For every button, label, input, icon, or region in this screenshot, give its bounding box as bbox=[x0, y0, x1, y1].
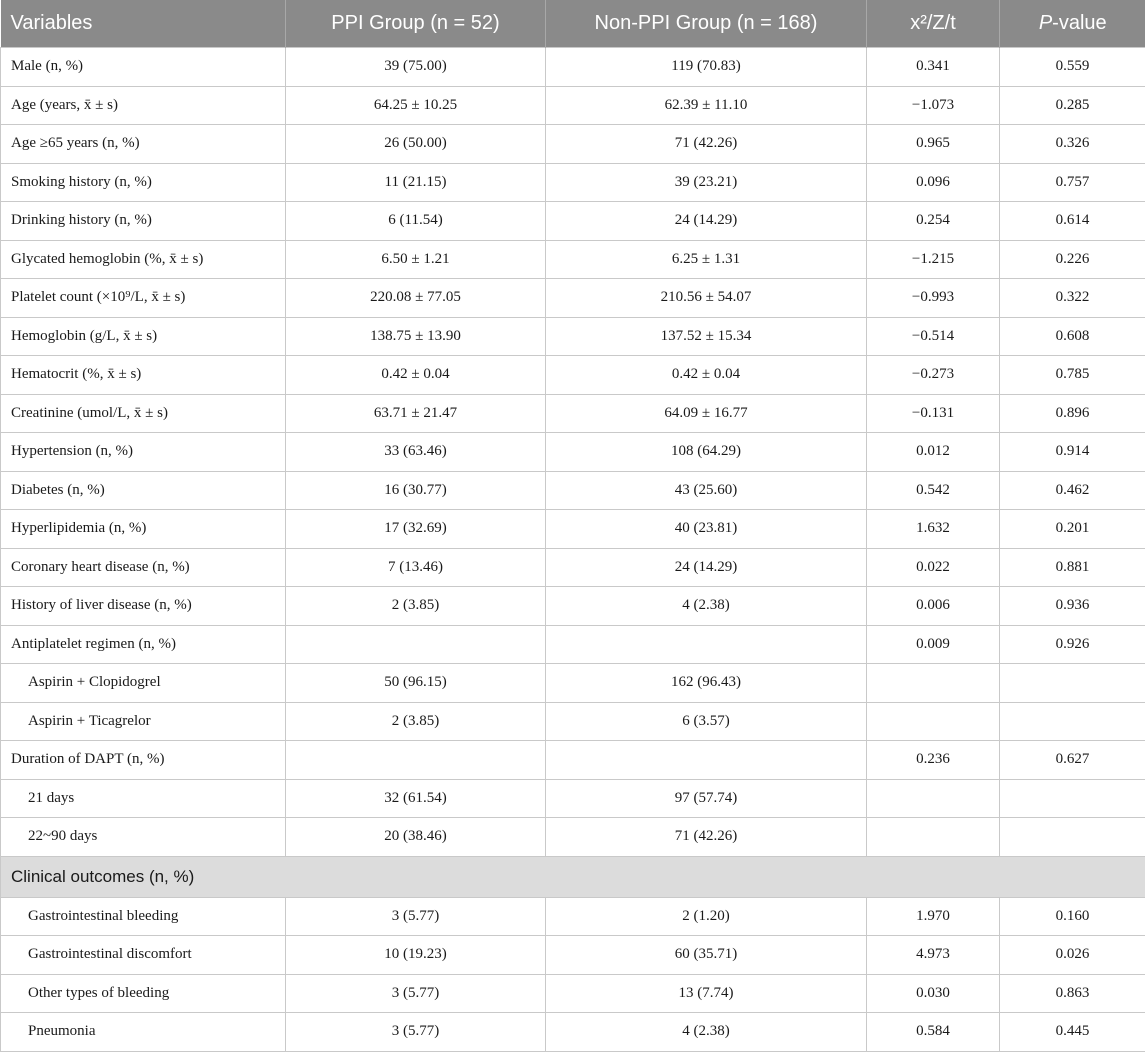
non-ppi-value: 6.25 ± 1.31 bbox=[546, 240, 867, 279]
table-row bbox=[1, 279, 1145, 318]
header-variables: Variables bbox=[1, 0, 286, 48]
header-test-statistic: x²/Z/t bbox=[867, 0, 1000, 48]
ppi-value: 6.50 ± 1.21 bbox=[286, 240, 546, 279]
row-label: Glycated hemoglobin (%, x̄ ± s) bbox=[1, 240, 286, 279]
test-statistic: 0.254 bbox=[867, 202, 1000, 241]
ppi-value: 2 (3.85) bbox=[286, 702, 546, 741]
ppi-value: 17 (32.69) bbox=[286, 510, 546, 549]
ppi-value: 138.75 ± 13.90 bbox=[286, 317, 546, 356]
non-ppi-value: 40 (23.81) bbox=[546, 510, 867, 549]
p-value bbox=[1000, 818, 1145, 857]
ppi-value: 3 (5.77) bbox=[286, 1013, 546, 1052]
row-label: Smoking history (n, %) bbox=[1, 163, 286, 202]
table-row bbox=[1, 510, 1145, 549]
test-statistic: 0.012 bbox=[867, 433, 1000, 472]
non-ppi-value: 97 (57.74) bbox=[546, 779, 867, 818]
test-statistic: 0.022 bbox=[867, 548, 1000, 587]
test-statistic: −0.131 bbox=[867, 394, 1000, 433]
non-ppi-value: 2 (1.20) bbox=[546, 897, 867, 936]
row-label: Platelet count (×10⁹/L, x̄ ± s) bbox=[1, 279, 286, 318]
header-p-value bbox=[1000, 0, 1145, 48]
test-statistic: −0.993 bbox=[867, 279, 1000, 318]
p-value: 0.201 bbox=[1000, 510, 1145, 549]
test-statistic: −0.273 bbox=[867, 356, 1000, 395]
non-ppi-value: 137.52 ± 15.34 bbox=[546, 317, 867, 356]
test-statistic: 0.006 bbox=[867, 587, 1000, 626]
non-ppi-value: 0.42 ± 0.04 bbox=[546, 356, 867, 395]
section-row bbox=[1, 856, 1145, 897]
non-ppi-value bbox=[546, 741, 867, 780]
ppi-value: 10 (19.23) bbox=[286, 936, 546, 975]
p-value bbox=[1000, 779, 1145, 818]
table-row bbox=[1, 356, 1145, 395]
non-ppi-value: 71 (42.26) bbox=[546, 125, 867, 164]
non-ppi-value: 62.39 ± 11.10 bbox=[546, 86, 867, 125]
table-row bbox=[1, 163, 1145, 202]
table-row bbox=[1, 471, 1145, 510]
table-row bbox=[1, 1013, 1145, 1052]
test-statistic: 0.542 bbox=[867, 471, 1000, 510]
test-statistic: −1.073 bbox=[867, 86, 1000, 125]
p-value: 0.936 bbox=[1000, 587, 1145, 626]
p-value: 0.914 bbox=[1000, 433, 1145, 472]
p-value: 0.881 bbox=[1000, 548, 1145, 587]
non-ppi-value: 108 (64.29) bbox=[546, 433, 867, 472]
ppi-value: 7 (13.46) bbox=[286, 548, 546, 587]
non-ppi-value: 39 (23.21) bbox=[546, 163, 867, 202]
test-statistic: 4.973 bbox=[867, 936, 1000, 975]
row-label: Hypertension (n, %) bbox=[1, 433, 286, 472]
table-row bbox=[1, 974, 1145, 1013]
ppi-value: 33 (63.46) bbox=[286, 433, 546, 472]
ppi-value: 3 (5.77) bbox=[286, 897, 546, 936]
test-statistic bbox=[867, 779, 1000, 818]
test-statistic: 1.632 bbox=[867, 510, 1000, 549]
p-value: 0.785 bbox=[1000, 356, 1145, 395]
non-ppi-value: 162 (96.43) bbox=[546, 664, 867, 703]
p-value: 0.326 bbox=[1000, 125, 1145, 164]
table-row bbox=[1, 936, 1145, 975]
row-label: Duration of DAPT (n, %) bbox=[1, 741, 286, 780]
non-ppi-value: 24 (14.29) bbox=[546, 548, 867, 587]
section-heading-clinical-outcomes: Clinical outcomes (n, %) bbox=[1, 856, 1145, 897]
p-value: 0.026 bbox=[1000, 936, 1145, 975]
table-row bbox=[1, 433, 1145, 472]
non-ppi-value: 6 (3.57) bbox=[546, 702, 867, 741]
p-value: 0.559 bbox=[1000, 48, 1145, 87]
row-label: Age (years, x̄ ± s) bbox=[1, 86, 286, 125]
row-label: Hemoglobin (g/L, x̄ ± s) bbox=[1, 317, 286, 356]
non-ppi-value: 210.56 ± 54.07 bbox=[546, 279, 867, 318]
ppi-value: 32 (61.54) bbox=[286, 779, 546, 818]
p-value: 0.226 bbox=[1000, 240, 1145, 279]
table-row bbox=[1, 48, 1145, 87]
table-row bbox=[1, 818, 1145, 857]
row-label: Aspirin + Ticagrelor bbox=[1, 702, 286, 741]
table-row bbox=[1, 741, 1145, 780]
p-value: 0.462 bbox=[1000, 471, 1145, 510]
row-label: Creatinine (umol/L, x̄ ± s) bbox=[1, 394, 286, 433]
non-ppi-value: 13 (7.74) bbox=[546, 974, 867, 1013]
table-row bbox=[1, 779, 1145, 818]
row-label: Other types of bleeding bbox=[1, 974, 286, 1013]
ppi-value: 3 (5.77) bbox=[286, 974, 546, 1013]
p-value: 0.608 bbox=[1000, 317, 1145, 356]
test-statistic: 0.341 bbox=[867, 48, 1000, 87]
table-body bbox=[1, 48, 1145, 1052]
table-row bbox=[1, 394, 1145, 433]
test-statistic: 0.965 bbox=[867, 125, 1000, 164]
ppi-value bbox=[286, 741, 546, 780]
ppi-value: 64.25 ± 10.25 bbox=[286, 86, 546, 125]
test-statistic: 0.584 bbox=[867, 1013, 1000, 1052]
ppi-value: 6 (11.54) bbox=[286, 202, 546, 241]
header-row bbox=[1, 0, 1145, 48]
row-label: History of liver disease (n, %) bbox=[1, 587, 286, 626]
row-label: 22~90 days bbox=[1, 818, 286, 857]
row-label: Gastrointestinal discomfort bbox=[1, 936, 286, 975]
row-label: Drinking history (n, %) bbox=[1, 202, 286, 241]
p-value: 0.627 bbox=[1000, 741, 1145, 780]
test-statistic: −1.215 bbox=[867, 240, 1000, 279]
test-statistic: 0.009 bbox=[867, 625, 1000, 664]
p-value bbox=[1000, 664, 1145, 703]
row-label: Aspirin + Clopidogrel bbox=[1, 664, 286, 703]
row-label: Diabetes (n, %) bbox=[1, 471, 286, 510]
non-ppi-value: 43 (25.60) bbox=[546, 471, 867, 510]
header-p-suffix: -value bbox=[1052, 12, 1107, 34]
p-value: 0.322 bbox=[1000, 279, 1145, 318]
test-statistic: 1.970 bbox=[867, 897, 1000, 936]
test-statistic: 0.030 bbox=[867, 974, 1000, 1013]
table-row bbox=[1, 125, 1145, 164]
ppi-value: 11 (21.15) bbox=[286, 163, 546, 202]
test-statistic bbox=[867, 702, 1000, 741]
table-row bbox=[1, 240, 1145, 279]
table-row bbox=[1, 317, 1145, 356]
row-label: Pneumonia bbox=[1, 1013, 286, 1052]
ppi-value: 2 (3.85) bbox=[286, 587, 546, 626]
ppi-value: 20 (38.46) bbox=[286, 818, 546, 857]
non-ppi-value: 64.09 ± 16.77 bbox=[546, 394, 867, 433]
row-label: Hyperlipidemia (n, %) bbox=[1, 510, 286, 549]
ppi-value: 26 (50.00) bbox=[286, 125, 546, 164]
table-row bbox=[1, 625, 1145, 664]
test-statistic bbox=[867, 818, 1000, 857]
non-ppi-value: 60 (35.71) bbox=[546, 936, 867, 975]
table-header bbox=[1, 0, 1145, 48]
row-label: Gastrointestinal bleeding bbox=[1, 897, 286, 936]
row-label: Coronary heart disease (n, %) bbox=[1, 548, 286, 587]
non-ppi-value bbox=[546, 625, 867, 664]
p-value: 0.285 bbox=[1000, 86, 1145, 125]
non-ppi-value: 71 (42.26) bbox=[546, 818, 867, 857]
non-ppi-value: 119 (70.83) bbox=[546, 48, 867, 87]
header-non-ppi-group: Non-PPI Group (n = 168) bbox=[546, 0, 867, 48]
table-row bbox=[1, 202, 1145, 241]
test-statistic bbox=[867, 664, 1000, 703]
p-value: 0.614 bbox=[1000, 202, 1145, 241]
table-row bbox=[1, 587, 1145, 626]
ppi-value: 39 (75.00) bbox=[286, 48, 546, 87]
ppi-value: 220.08 ± 77.05 bbox=[286, 279, 546, 318]
ppi-value: 63.71 ± 21.47 bbox=[286, 394, 546, 433]
ppi-value: 0.42 ± 0.04 bbox=[286, 356, 546, 395]
ppi-value bbox=[286, 625, 546, 664]
p-value: 0.863 bbox=[1000, 974, 1145, 1013]
table-row bbox=[1, 702, 1145, 741]
header-ppi-group: PPI Group (n = 52) bbox=[286, 0, 546, 48]
header-p-letter: P bbox=[1038, 12, 1053, 34]
row-label: Antiplatelet regimen (n, %) bbox=[1, 625, 286, 664]
ppi-value: 16 (30.77) bbox=[286, 471, 546, 510]
non-ppi-value: 24 (14.29) bbox=[546, 202, 867, 241]
p-value bbox=[1000, 702, 1145, 741]
row-label: Age ≥65 years (n, %) bbox=[1, 125, 286, 164]
test-statistic: 0.096 bbox=[867, 163, 1000, 202]
row-label: Male (n, %) bbox=[1, 48, 286, 87]
table-row bbox=[1, 86, 1145, 125]
table-row bbox=[1, 548, 1145, 587]
table-row bbox=[1, 897, 1145, 936]
p-value: 0.445 bbox=[1000, 1013, 1145, 1052]
p-value: 0.896 bbox=[1000, 394, 1145, 433]
test-statistic: −0.514 bbox=[867, 317, 1000, 356]
p-value: 0.757 bbox=[1000, 163, 1145, 202]
row-label: 21 days bbox=[1, 779, 286, 818]
non-ppi-value: 4 (2.38) bbox=[546, 1013, 867, 1052]
non-ppi-value: 4 (2.38) bbox=[546, 587, 867, 626]
p-value: 0.160 bbox=[1000, 897, 1145, 936]
p-value: 0.926 bbox=[1000, 625, 1145, 664]
ppi-value: 50 (96.15) bbox=[286, 664, 546, 703]
row-label: Hematocrit (%, x̄ ± s) bbox=[1, 356, 286, 395]
test-statistic: 0.236 bbox=[867, 741, 1000, 780]
table-row bbox=[1, 664, 1145, 703]
